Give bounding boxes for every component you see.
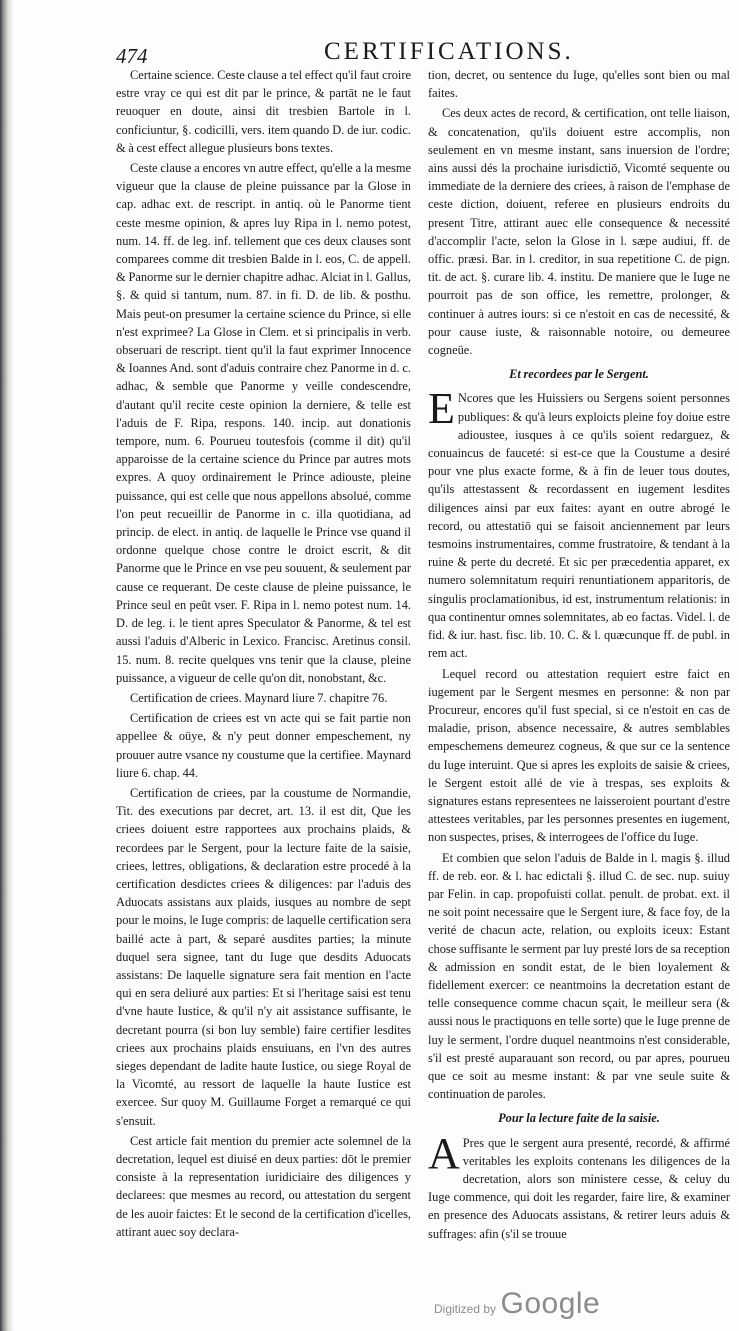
google-logo: Google — [500, 1287, 601, 1320]
paragraph: Ces deux actes de record, & certification, ont telle liaison, & concatenation, qu'ils doiuent estre accomplis, non seulement en vn mesme instant, sans inuersion de l'ordre; ains aussi dés la prochaine iurisdictiō, Vicomté sequente ou immediate de la derniere des criees, à raison de l'emphase de ceste diction, doiuent, referee en plusieurs endroits du present Titre, attirant auec elle consequence & necessité d'accomplir l'acte, selon la Glose in l. sæpe audiui, ff. de offic. præsi. Bar. in l. creditor, in sua repetitione C. de pign. tit. de act. §. curare lib. 4. institu. De maniere que le Iuge ne pourroit pas de son office, les remettre, prolonger, & continuer à autres iours: si ce n'estoit en cas de necessité, & pour cause iuste, & raisonnable notoire, ou demeuree cogneüe. — [428, 106, 730, 358]
paragraph: Certification de criees, par la coustume de Normandie, Tit. des executions par decret, art. 13. il est dit, Que les criees doiuent estre rapportees aux prochains plaids, & recordees par le Sergent, pour la lecture faite de la saisie, criees, lettres, obligations, & declaration estre procedé à la certification desdictes criees & diligences: par l'aduis des Aduocats assistans aux plaids, iusques au nombre de sept pour le moins, le Iuge compris: de laquelle certification sera baillé acte à part, & separé ausdites parties; la minute duquel sera signee, tant du Iuge que desdits Aduocats assistans: De laquelle signature sera fait mention en l'acte qui en sera deliuré aux parties: Et si l'heritage saisi est tenu d'vne haute Iustice, & qu'il n'y ait assistance suffisante, le decretant pourra (si bon luy semble) faire certifier lesdites criees aux prochains plaids ensuiuans, en l'vn des autres sieges dependant de ladite haute Iustice, ou siege Royal de la Vicomté, au ressort de laquelle la haute Iustice est exercee. Sur quoy M. Guillaume Forget a remarqué ce qui s'ensuit. — [116, 785, 411, 1128]
paragraph — [428, 1128, 730, 1243]
paragraph: Cest article fait mention du premier acte solemnel de la decretation, lequel est diuisé en deux parties: dōt le premier consiste à la representation iuridiciaire des diligences y declarees: que mesmes au record, ou attestation du sergent de les auoir faictes: Et le second de la certification d'icelles, attirant auec soy declara- — [116, 1133, 411, 1239]
left-column — [116, 66, 411, 1243]
paragraph: Et combien que selon l'aduis de Balde in l. magis §. illud ff. de reb. eor. & l. hac edictali §. illud C. de sec. nup. suiuy par Felin. in cap. propofuisti collat. penult. de probat. ext. il ne soit point necessaire que le Sergent iure, & face foy, de la verité de chacun acte, relation, ou exploits iceux: Estant chose suffisante le serment par luy presté lors de sa reception & admission en sondit estat, de le bien loyalement & fidellement exercer: ce neantmoins la decretation estant de telle consequence comme chacun sçait, le meilleur sera (& aussi nous le practiquons en telle sorte) que le Iuge prenne de luy le serment, l'ordre duquel neantmoins n'est considerable, s'il est presté auparauant son record, ou par apres, pourueu que ce soit au mesme instant: & par vne seule suite & continuation de paroles. — [428, 850, 730, 1102]
running-head: CERTIFICATIONS. — [324, 38, 574, 65]
paragraph: Certification de criees est vn acte qui se fait partie non appellee & oüye, & n'y peut donner empeschement, ny prouuer autre vsance ny coustume que la certifiee. Maynard liure 6. chap. 44. — [116, 711, 411, 780]
drop-cap: E — [428, 384, 455, 434]
paragraph: Ceste clause a encores vn autre effect, qu'elle a la mesme vigueur que la clause de pleine puissance par la Glose in cap. adhac ext. de rescript. in antiq. où le Panorme tient ceste mesme opinion, & apres luy Ripa in l. nemo potest, num. 14. ff. de leg. inf. tellement que ces deux clauses sont comparees comme dit tresbien Balde in l. eos, C. de appell. & Panorme sur le dernier chapitre adhac. Alciat in l. Gallus, §. & quid si tantum, num. 87. in fi. D. de lib. & posthu. Mais peut-on presumer la certaine science du Prince, si elle n'est exprimee? La Glose in Clem. et si principalis in verb. obseruari de rescript. tient qu'il la faut exprimer Innocence & Ioannes And. sont d'aduis contraire chez Panorme in d. c. adhac, & semble que Panorme y veille condescendre, d'autant qu'il recite ceste opinion la derniere, & telle est l'aduis de F. Ripa, respons. 140. incip. aut donationis tempore, num. 6. Pourueu toutesfois (comme il dit) qu'il apparoisse de la certaine science du Prince par autres mots expres. A quoy ordinairement le Prince adiouste, pleine puissance, qui est celle que nous appellons absolué, comme l'on peut recueillir de Panorme in c. illa quotidiana, ad princip. de elect. in antiq. de laquelle le Prince vse quand il ordonne quelque chose contre le droict escrit, & dit Panorme que le Prince en vse peu souuent, & seulement par cause ce requerant. De ceste clause de pleine puissance, le Prince seul en peût vser. F. Ripa in l. nemo potest num. 14. D. de leg. i. le tient apres Speculator & Panorme, & tel est aussi l'aduis d'Alberic in Lexico. Francisc. Aretinus consil. 15. num. 8. recite quelques vns tenir que la clause, pleine puissance, a vigueur de celle qu'on dit, nonobstant, &c. — [116, 161, 411, 685]
paragraph — [428, 384, 730, 662]
right-column — [428, 66, 730, 1245]
paragraph: Certaine science. Ceste clause a tel effect qu'il faut croire estre vray ce qui est dit par le prince, & partāt ne le faut reuoquer en doute, ainsi dit tresbien Bartole in l. conficiuntur, §. codicilli, vers. item quando D. de iur. codic. & à cest effect allegue plusieurs bons textes. — [116, 68, 411, 155]
drop-cap: A — [428, 1128, 460, 1178]
paragraph: tion, decret, ou sentence du Iuge, qu'elles sont bien ou mal faites. — [428, 68, 730, 101]
paragraph-text: Pres que le sergent aura presenté, recordé, & affirmé veritables les exploits contenans les diligences de la decretation, alors son ministere cesse, & celuy du Iuge commence, qui doit les regarder, faire lire, & examiner en presence des Aduocats assistans, & retirer leurs aduis & suffrages: afin (s'il se trouue — [428, 1135, 730, 1241]
paragraph: Certification de criees. Maynard liure 7. chapitre 76. — [130, 690, 388, 705]
digitized-watermark — [434, 1287, 600, 1321]
paragraph-text: Ncores que les Huissiers ou Sergens soient personnes publiques: & qu'à leurs exploicts pleine foy doiue estre adioustee, iusques à ce qu'ils soient redarguez, & conuaincus de fauceté: si est-ce que la Coustume a desiré pour vne plus exacte forme, & à fin de leuer tous doutes, qu'ils attestassent & recordassent en iugement lesdites diligences ainsi par eux faites: ayant en outre abrogé le record, ou attestatiō qui se faisoit anciennement par leurs tesmoins instrumentaires, comme frustratoire, & tendant à la ruine & perte du decreté. Et sic per præcedentia apparet, ex numero solemnitatum requiri renuntiationem apparitoris, de singulis proclamationibus, id est, instrumentum relationis: in qua continentur omnes solemnitates, ab eo factas. Videl. l. de fid. & iur. hast. fisc. lib. 10. C. & l. quæcunque ff. de publ. in rem act. — [428, 391, 730, 661]
section-heading: Et recordees par le Sergent. — [509, 367, 649, 382]
section-heading: Pour la lecture faite de la saisie. — [498, 1111, 660, 1126]
binding-gutter — [0, 0, 14, 1331]
digitized-by-label: Digitized by — [434, 1302, 497, 1316]
paragraph: Lequel record ou attestation requiert estre faict en iugement par le Sergent mesmes en personne: & non par Procureur, encores qu'il fust special, si ce n'estoit en cas de maladie, prison, absence necessaire, & autres semblables empeschemens demeurez cogneus, & que sur ce la sentence du Iuge interuint. Que si apres les exploits de saisie & criees, le Sergent estoit allé de vie à trespas, ses exploits & signatures estans representees ne laisseroient pourtant d'estre attestees veritables, par les personnes presentes en iugement, non suspectes, prises, & interrogees de l'office du Iuge. — [428, 666, 730, 845]
page-number: 474 — [116, 44, 148, 68]
